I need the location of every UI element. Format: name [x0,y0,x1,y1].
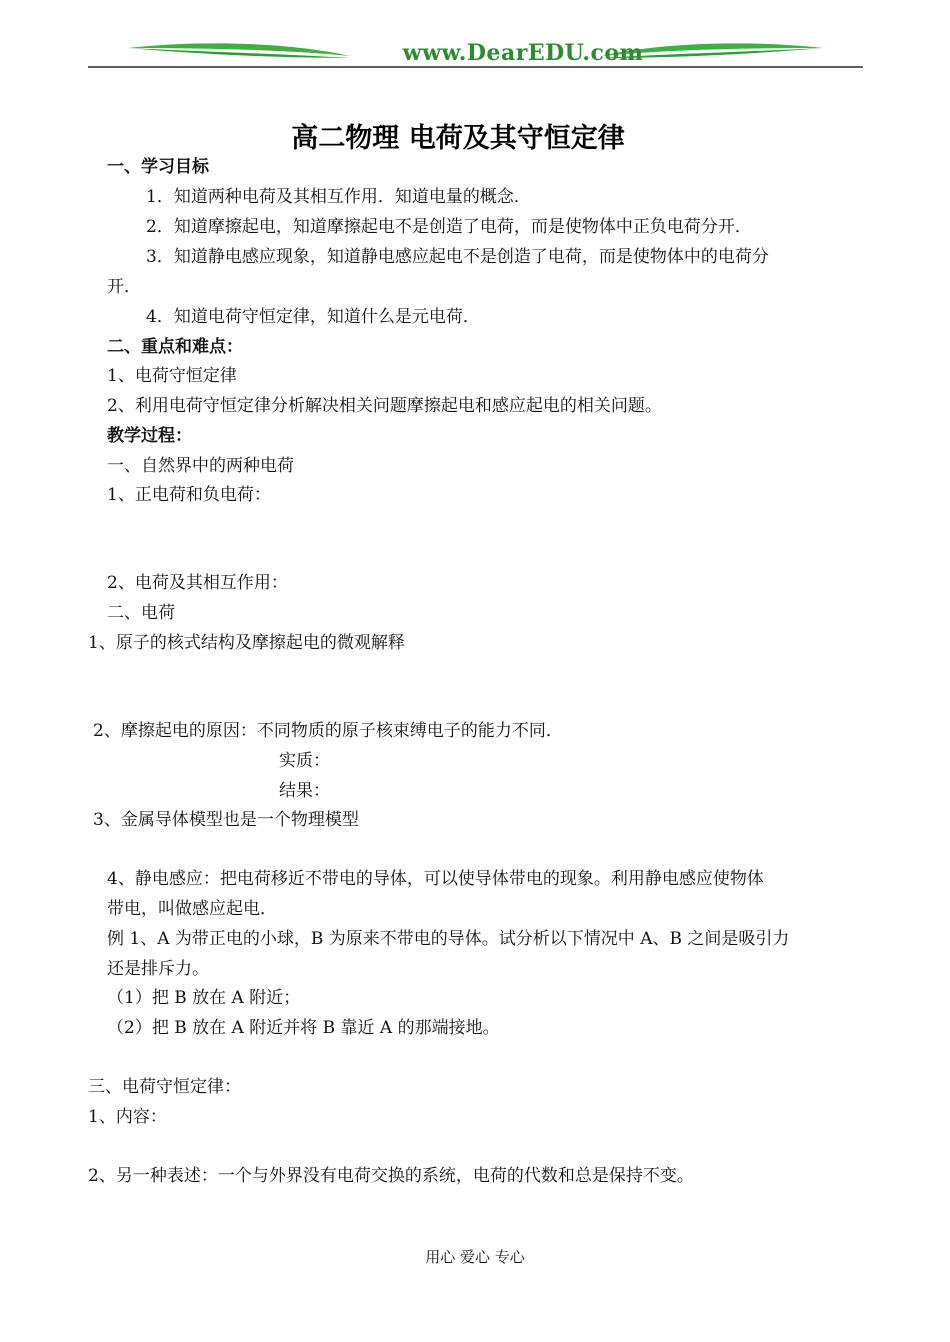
process-item: 2、摩擦起电的原因：不同物质的原子核束缚电子的能力不同． [93,721,563,741]
goal-item: 2．知道摩擦起电，知道摩擦起电不是创造了电荷，而是使物体中正负电荷分开． [146,217,752,237]
section-heading-goals: 一、学习目标 [107,157,209,177]
example-question: （2）把 B 放在 A 附近并将 B 靠近 A 的那端接地。 [107,1018,500,1038]
section-heading-process: 教学过程： [107,426,192,446]
process-item: 3、金属导体模型也是一个物理模型 [93,810,359,830]
goal-item: 4．知道电荷守恒定律，知道什么是元电荷． [146,307,480,327]
page-footer: 用心 爱心 专心 [425,1248,525,1266]
goal-item-continued: 开． [107,277,141,297]
example-text: 例 1、A 为带正电的小球，B 为原来不带电的导体。试分析以下情况中 A、B 之间是吸引力 [107,929,790,949]
process-item: 1、内容： [88,1107,167,1127]
process-sub-item: 结果： [279,781,330,801]
process-sub-item: 实质： [279,751,330,771]
subsection-heading: 三、电荷守恒定律： [88,1077,241,1097]
process-item: 4、静电感应：把电荷移近不带电的导体，可以使导体带电的现象。利用静电感应使物体 [107,869,764,889]
section-heading-key-points: 二、重点和难点： [107,337,243,357]
process-item: 1、原子的核式结构及摩擦起电的微观解释 [88,633,405,653]
site-logo-text: www.DearEDU.com [402,40,644,66]
page-header [88,36,863,70]
process-item-continued: 带电，叫做感应起电． [107,899,277,919]
subsection-heading: 二、电荷 [107,603,175,623]
subsection-heading: 一、自然界中的两种电荷 [107,456,294,476]
process-item: 2、电荷及其相互作用： [107,573,288,593]
process-item: 2、另一种表述：一个与外界没有电荷交换的系统，电荷的代数和总是保持不变。 [88,1166,694,1186]
page-title: 高二物理 电荷及其守恒定律 [291,123,625,154]
key-point-item: 2、利用电荷守恒定律分析解决相关问题摩擦起电和感应起电的相关问题。 [107,396,662,416]
key-point-item: 1、电荷守恒定律 [107,366,237,386]
example-question: （1）把 B 放在 A 附近； [107,988,301,1008]
process-item: 1、正电荷和负电荷： [107,485,271,505]
goal-item: 3．知道静电感应现象，知道静电感应起电不是创造了电荷，而是使物体中的电荷分 [146,247,769,267]
example-text-continued: 还是排斥力。 [107,959,209,979]
goal-item: 1．知道两种电荷及其相互作用．知道电量的概念． [146,187,531,207]
